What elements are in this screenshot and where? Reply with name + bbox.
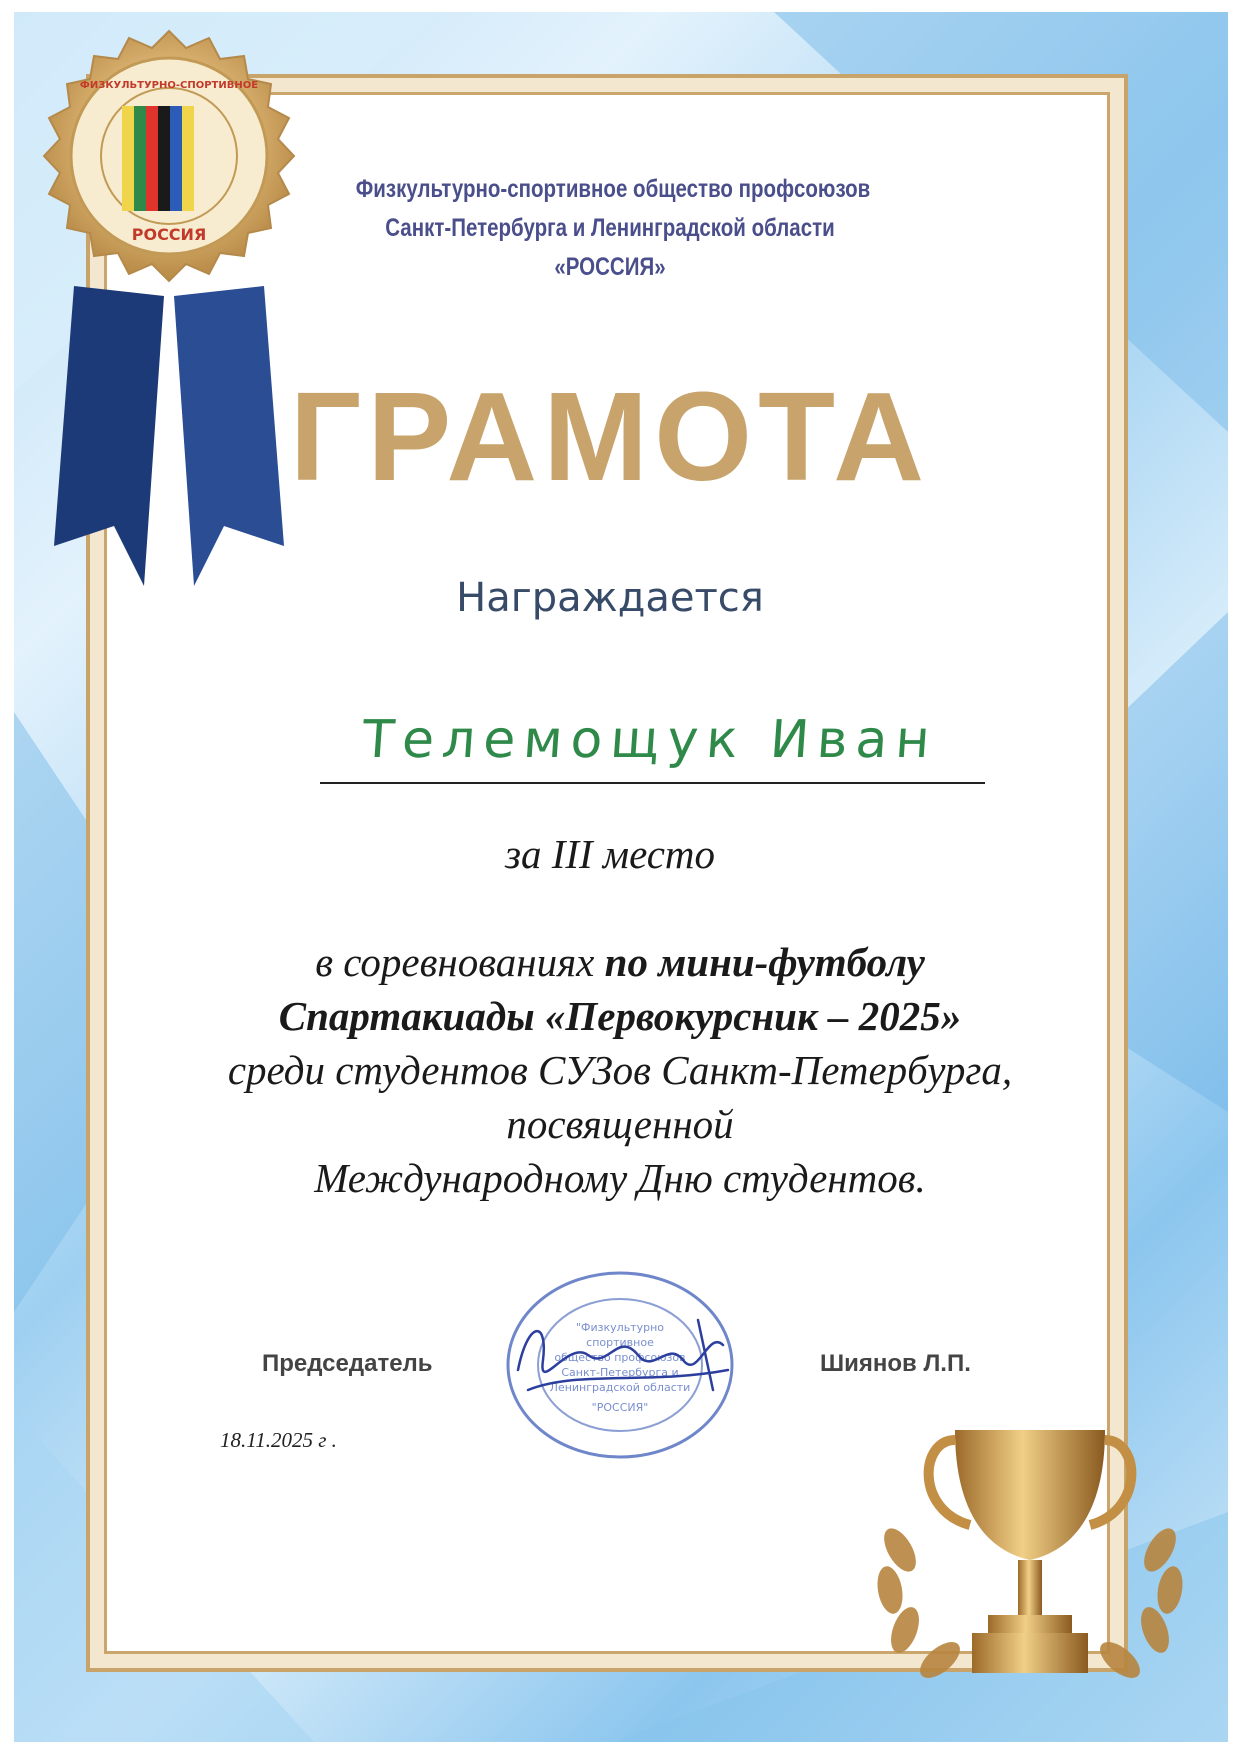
organization-line-2: Санкт-Петербурга и Ленинградской области <box>385 214 835 242</box>
svg-text:"Физкультурно: "Физкультурно <box>575 1321 665 1334</box>
svg-text:"РОССИЯ": "РОССИЯ" <box>591 1401 649 1414</box>
medal-emblem <box>14 26 324 596</box>
certificate-title: ГРАМОТА <box>289 366 931 507</box>
ribbon-icon <box>54 286 284 586</box>
description-line-1 <box>180 935 1060 989</box>
issue-date: 18.11.2025 г . <box>220 1428 337 1452</box>
description-line-2-bold: Спартакиады «Первокурсник – 2025» <box>278 993 962 1039</box>
stripes-icon <box>122 106 194 211</box>
svg-text:общество профсоюзов: общество профсоюзов <box>554 1351 686 1364</box>
description-line-4: посвященной <box>506 1101 734 1147</box>
svg-text:Ленинградской области: Ленинградской области <box>549 1381 691 1394</box>
svg-text:спортивное: спортивное <box>586 1336 654 1349</box>
organization-header <box>300 170 920 287</box>
organization-line-3: «РОССИЯ» <box>554 253 666 281</box>
description-line-1-regular: в соревнованиях <box>315 939 605 985</box>
svg-text:РОССИЯ: РОССИЯ <box>131 225 207 244</box>
description-line-5: Международному Дню студентов. <box>314 1155 926 1201</box>
handwritten-signature <box>498 1300 748 1420</box>
organization-line-1: Физкультурно-спортивное общество профсоюзов <box>355 175 871 203</box>
award-description <box>180 935 1060 1205</box>
description-line-2 <box>180 989 1060 1043</box>
recipient-name-underline <box>320 782 985 784</box>
award-place: за III место <box>504 831 716 877</box>
svg-text:ФИЗКУЛЬТУРНО-СПОРТИВНОЕ: ФИЗКУЛЬТУРНО-СПОРТИВНОЕ <box>79 80 259 91</box>
recipient-name: Телемощук Иван <box>360 710 940 770</box>
chairman-label: Председатель <box>262 1350 433 1377</box>
chairman-name: Шиянов Л.П. <box>820 1350 971 1377</box>
description-line-1-bold: по мини-футболу <box>604 939 925 985</box>
trophy-icon <box>860 1400 1200 1710</box>
awarded-label: Награждается <box>456 575 764 621</box>
svg-text:Санкт-Петербурга и: Санкт-Петербурга и <box>561 1366 679 1379</box>
description-line-3: среди студентов СУЗов Санкт-Петербурга, <box>227 1047 1013 1093</box>
